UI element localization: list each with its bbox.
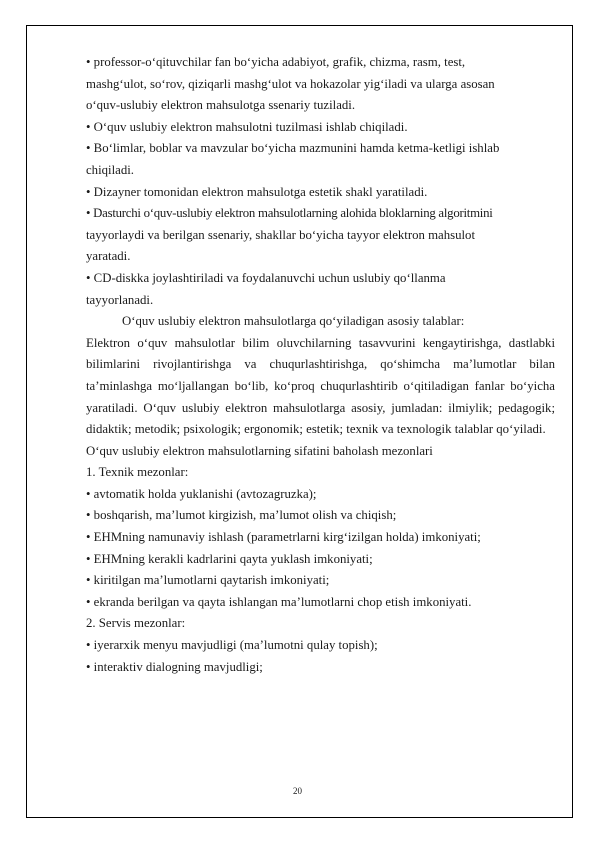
list-item: • kiritilgan ma’lumotlarni qaytarish imkoniyati; xyxy=(86,573,330,588)
text-line: chiqiladi. xyxy=(86,162,134,177)
list-item: • EHMning namunaviy ishlash (parametrlarni kirg‘izilgan holda) imkoniyati; xyxy=(86,530,481,545)
list-item: • ekranda berilgan va qayta ishlangan ma’lumotlarni chop etish imkoniyati. xyxy=(86,594,472,609)
text-line: mashg‘ulot, so‘rov, qiziqarli mashg‘ulot va hokazolar yig‘iladi va ularga asosan xyxy=(86,76,495,91)
list-item: • boshqarish, ma’lumot kirgizish, ma’lumot olish va chiqish; xyxy=(86,508,397,523)
text-line: • Dasturchi o‘quv-uslubiy elektron mahsulotlarning alohida bloklarning algoritmini xyxy=(86,206,493,221)
criteria-title: O‘quv uslubiy elektron mahsulotlarning sifatini baholash mezonlari xyxy=(86,443,433,458)
list-item: • avtomatik holda yuklanishi (avtozagruzka); xyxy=(86,486,317,501)
page-number: 20 xyxy=(293,786,302,796)
text-line: tayyorlaydi va berilgan ssenariy, shakllar bo‘yicha tayyor elektron mahsulot xyxy=(86,227,475,242)
section-heading: O‘quv uslubiy elektron mahsulotlarga qo‘yiladigan asosiy talablar: xyxy=(122,314,465,329)
text-line: • Bo‘limlar, boblar va mavzular bo‘yicha mazmunini hamda ketma-ketligi ishlab xyxy=(86,141,500,156)
text-line: yaratadi. xyxy=(86,249,131,264)
list-item: • interaktiv dialogning mavjudligi; xyxy=(86,659,263,674)
text-line: • CD-diskka joylashtiriladi va foydalanuvchi uchun uslubiy qo‘llanma xyxy=(86,270,446,285)
text-line: • professor-o‘qituvchilar fan bo‘yicha adabiyot, grafik, chizma, rasm, test, xyxy=(86,55,466,69)
body-paragraph: Elektron o‘quv mahsulotlar bilim oluvchilarning tasavvurini kengaytirishga, dastlabki bilimlarini rivojlantirishga va chuqurlashtirishga, qo‘shimcha ma’lumotlar bilan ta’minlashga mo‘ljallangan bo‘lib, ko‘proq chuqurlashtirib o‘qitiladigan fanlar bo‘yicha yaratiladi. O‘quv uslubiy elektron mahsulotlarga asosiy, jumladan: ilmiylik; pedagogik; didaktik; metodik; psixologik; ergonomik; estetik; texnik va texnologik talablar qo‘yiladi. xyxy=(86,335,555,437)
document-body xyxy=(86,52,555,678)
service-criteria-title: 2. Servis mezonlar: xyxy=(86,616,186,631)
text-line: o‘quv-uslubiy elektron mahsulotga ssenariy tuziladi. xyxy=(86,98,356,113)
text-line: • Dizayner tomonidan elektron mahsulotga estetik shakl yaratiladi. xyxy=(86,184,428,199)
text-line: • O‘quv uslubiy elektron mahsulotni tuzilmasi ishlab chiqiladi. xyxy=(86,119,408,134)
list-item: • iyerarxik menyu mavjudligi (ma’lumotni qulay topish); xyxy=(86,638,378,653)
technical-criteria-title: 1. Texnik mezonlar: xyxy=(86,465,189,480)
text-line: tayyorlanadi. xyxy=(86,292,154,307)
list-item: • EHMning kerakli kadrlarini qayta yuklash imkoniyati; xyxy=(86,551,373,566)
